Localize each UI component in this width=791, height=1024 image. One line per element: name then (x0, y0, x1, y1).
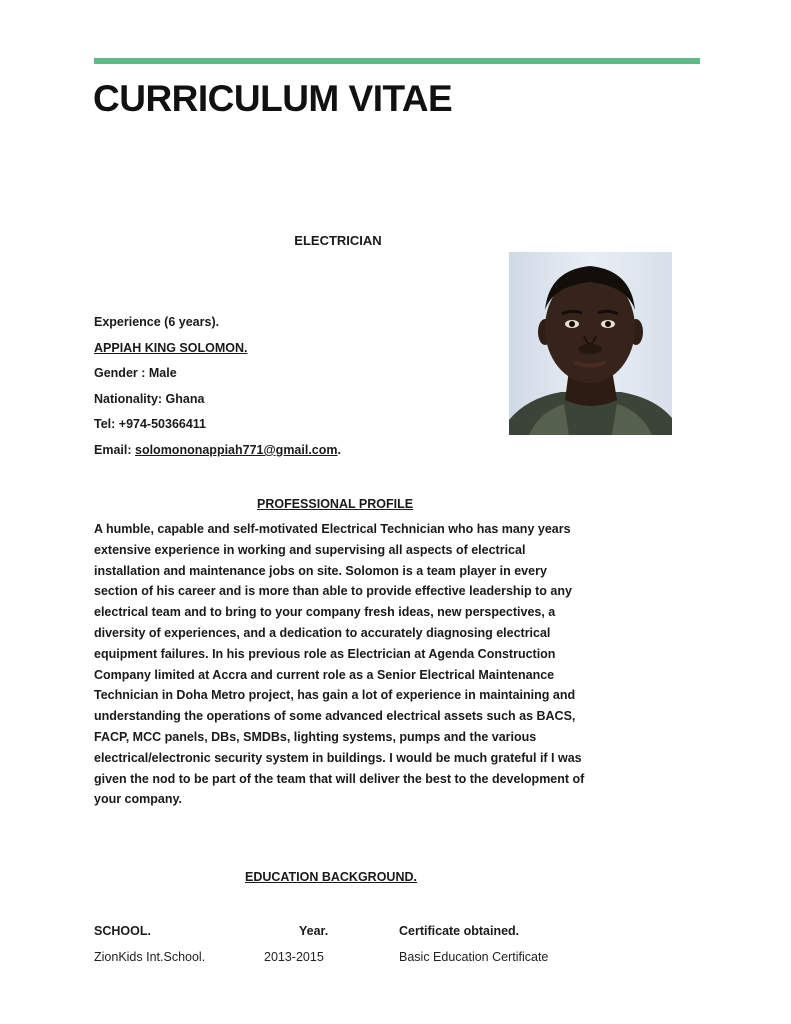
column-header-year: Year. (299, 924, 329, 938)
profile-text: A humble, capable and self-motivated Electrical Technician who has many years extensive experience in working and supervising all aspects of electrical installation and maintenance jobs on site. Solomon is a team player in every section of his career and is more than able to provide effective leadership to any electrical team and to bring to your company fresh ideas, new perspectives, a diversity of experiences, and a dedication to accurately diagnosing electrical equipment failures. In his previous role as Electrician at Agenda Construction Company limited at Accra and current role as a Senior Electrical Maintenance Technician in Doha Metro project, has gain a lot of experience in maintaining and understanding the operations of some advanced electrical assets such as BACS, FACP, MCC panels, DBs, SMDBs, lighting systems, pumps and the various electrical/electronic security system in buildings. I would be much grateful if I was given the nod to be part of the team that will deliver the best to the development of your company. (94, 522, 585, 807)
phone-line: Tel: +974-50366411 (94, 417, 207, 432)
table-row (94, 942, 554, 972)
email-label: Email: (94, 442, 132, 457)
school-cell: ZionKids Int.School. (94, 950, 206, 964)
portrait-graphic (509, 252, 672, 435)
job-title: ELECTRICIAN (294, 233, 382, 248)
document-title: CURRICULUM VITAE (93, 78, 453, 119)
header-accent-rule (94, 58, 700, 64)
column-header-certificate: Certificate obtained. (399, 924, 520, 938)
nationality-line: Nationality: Ghana (94, 391, 205, 406)
education-heading: EDUCATION BACKGROUND. (245, 870, 417, 884)
personal-details (94, 313, 341, 467)
email-link[interactable]: solomononappiah771@gmail.com (135, 442, 338, 457)
education-header-row (94, 920, 554, 942)
gender-line: Gender : Male (94, 366, 177, 381)
certificate-cell: Basic Education Certificate (399, 950, 549, 964)
email-suffix: . (337, 442, 341, 457)
experience-line: Experience (6 years). (94, 315, 220, 329)
profile-heading: PROFESSIONAL PROFILE (257, 497, 414, 511)
column-header-school: SCHOOL. (94, 924, 151, 938)
education-table (94, 920, 554, 972)
email-line (94, 441, 341, 467)
person-photo-icon (509, 252, 672, 435)
applicant-name: APPIAH KING SOLOMON. (94, 340, 248, 355)
year-cell: 2013-2015 (264, 950, 324, 964)
